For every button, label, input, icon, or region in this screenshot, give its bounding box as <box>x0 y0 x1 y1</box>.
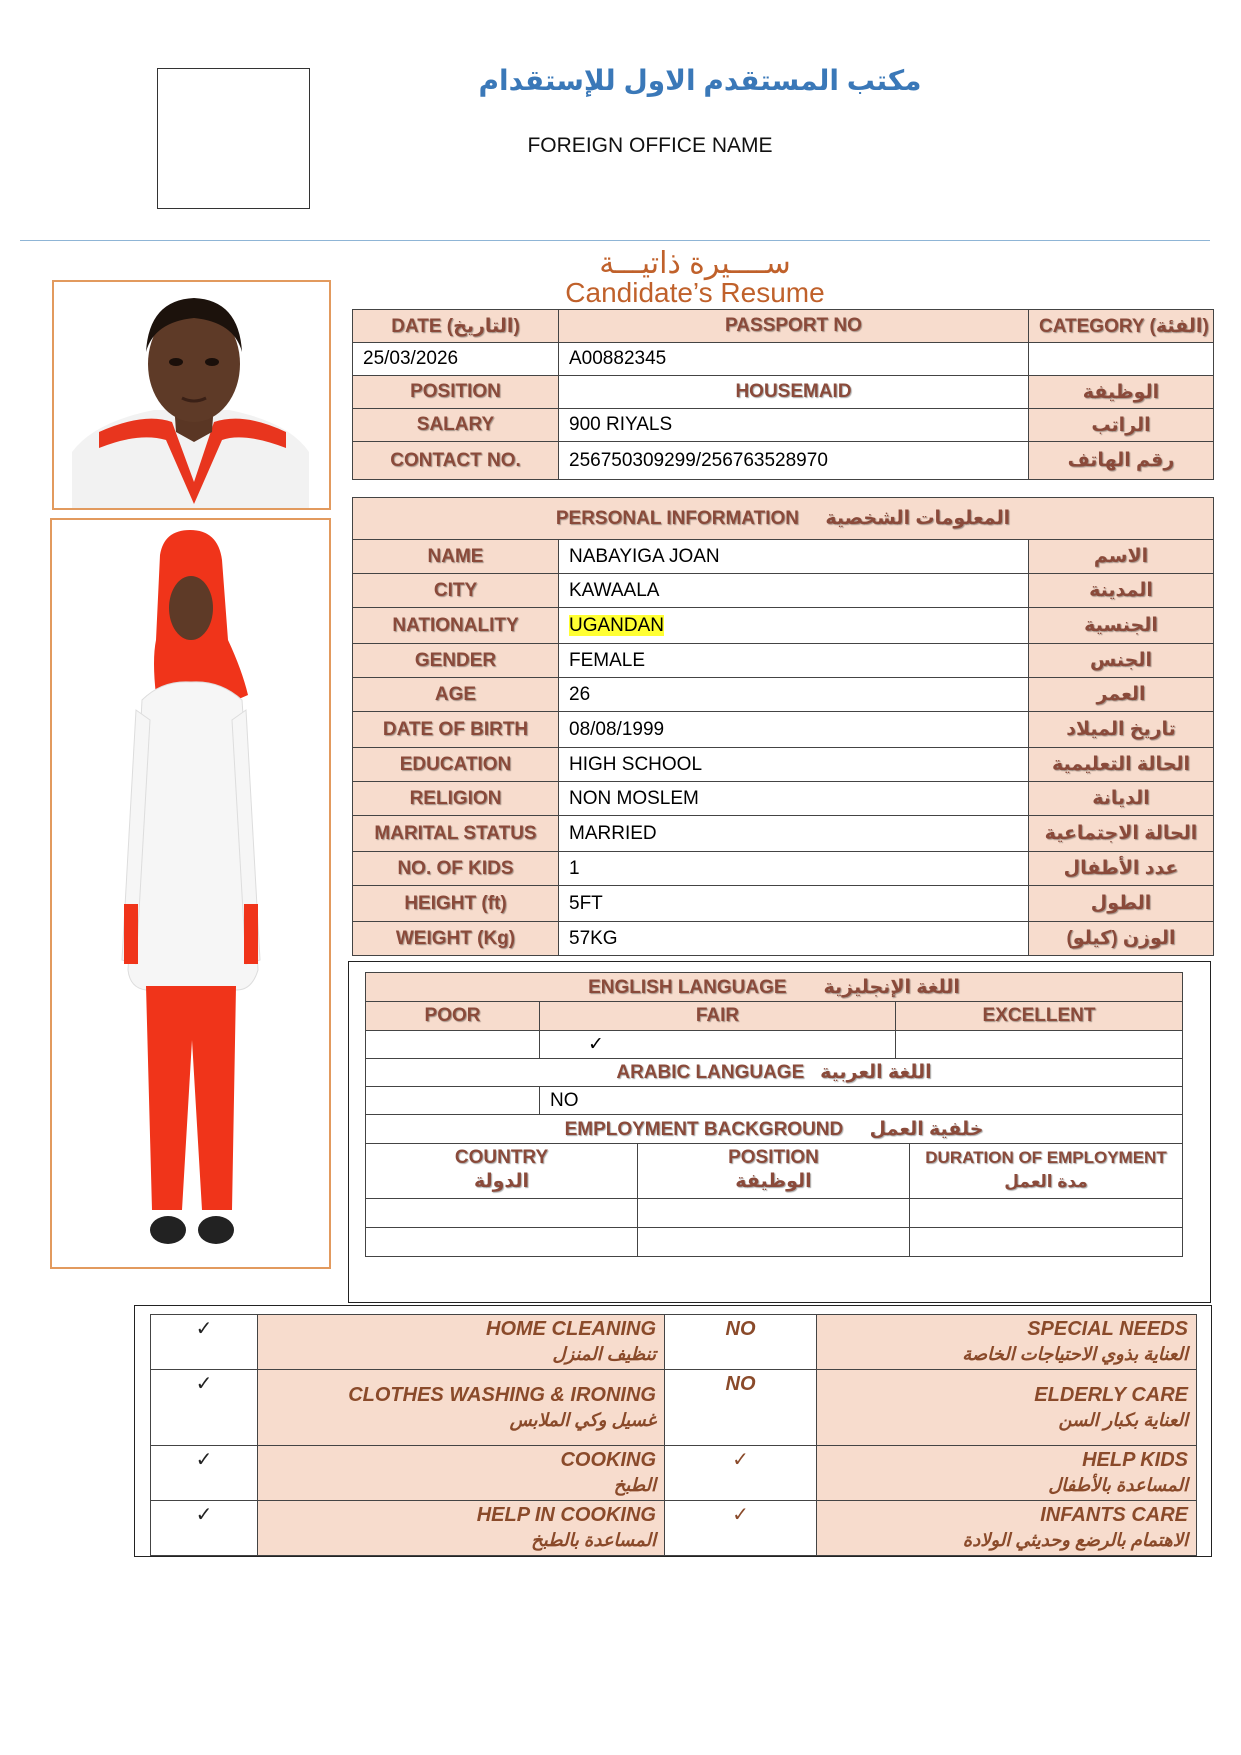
religion-label-arabic: الديانة <box>1029 782 1214 816</box>
name-value: NABAYIGA JOAN <box>569 545 720 567</box>
personal-info-header-en: PERSONAL INFORMATION <box>555 508 799 529</box>
employment-position-label-arabic: الوظيفة <box>735 1171 812 1192</box>
skill-name-2 <box>817 1501 1197 1556</box>
date-of-birth-label: DATE OF BIRTH <box>353 712 559 748</box>
skill-mark: ✓ <box>151 1501 258 1556</box>
category-value <box>1029 343 1214 376</box>
personal-info-row <box>353 712 1214 748</box>
skill-mark: ✓ <box>151 1446 258 1501</box>
gender-label: GENDER <box>353 644 559 678</box>
religion-value: NON MOSLEM <box>569 787 699 809</box>
height-ft-label: HEIGHT (ft) <box>353 886 559 922</box>
employment-row-1-duration <box>910 1199 1183 1228</box>
education-value: HIGH SCHOOL <box>569 753 703 775</box>
employment-row-1-country <box>366 1199 638 1228</box>
date-of-birth-value-cell <box>559 712 1029 748</box>
nationality-label-arabic: الجنسية <box>1029 608 1214 644</box>
date-of-birth-value: 08/08/1999 <box>569 718 665 740</box>
weight-kg-value: 57KG <box>569 927 618 949</box>
date-value: 25/03/2026 <box>353 343 559 376</box>
skill-row <box>151 1315 1197 1370</box>
no-of-kids-label: NO. OF KIDS <box>353 852 559 886</box>
skill-name-ar: تنظيف المنزل <box>552 1344 656 1364</box>
education-label: EDUCATION <box>353 748 559 782</box>
nationality-label: NATIONALITY <box>353 608 559 644</box>
arabic-language-value: NO <box>540 1087 1183 1115</box>
personal-info-row <box>353 816 1214 852</box>
skill-name-ar: المساعدة بالطبخ <box>531 1530 656 1550</box>
skill-name-2 <box>817 1315 1197 1370</box>
marital-status-label: MARITAL STATUS <box>353 816 559 852</box>
employment-table <box>365 1143 1183 1257</box>
height-ft-value: 5FT <box>569 892 603 914</box>
skill-mark-2: NO <box>665 1315 817 1370</box>
english-poor-mark <box>366 1031 540 1059</box>
skill-name-en: HOME CLEANING <box>486 1318 656 1340</box>
city-label-arabic: المدينة <box>1029 574 1214 608</box>
skill-mark-2: NO <box>665 1370 817 1446</box>
weight-kg-value-cell <box>559 922 1029 956</box>
weight-kg-label-arabic: الوزن (كيلو) <box>1029 922 1214 956</box>
employment-position-label: POSITION <box>728 1147 819 1168</box>
country-column-header <box>366 1144 638 1199</box>
personal-info-row <box>353 540 1214 574</box>
skill-name-ar: غسيل وكي الملابس <box>509 1409 656 1430</box>
contact-value: 256750309299/256763528970 <box>559 442 1029 480</box>
header-divider <box>20 240 1210 241</box>
personal-info-row <box>353 574 1214 608</box>
skill-name-2-ar: العناية بكبار السن <box>1058 1409 1188 1430</box>
duration-column-header <box>910 1144 1183 1199</box>
skill-row <box>151 1370 1197 1446</box>
full-body-photo-frame <box>50 518 331 1269</box>
age-value-cell <box>559 678 1029 712</box>
english-language-header <box>366 973 1183 1002</box>
position-column-header <box>638 1144 910 1199</box>
name-value-cell <box>559 540 1029 574</box>
no-of-kids-label-arabic: عدد الأطفال <box>1029 852 1214 886</box>
contact-label: CONTACT NO. <box>353 442 559 480</box>
duration-label: DURATION OF EMPLOYMENT <box>925 1148 1167 1167</box>
personal-info-row <box>353 678 1214 712</box>
foreign-office-name: FOREIGN OFFICE NAME <box>527 134 773 157</box>
employment-background-label-arabic: خلفية العمل <box>869 1118 984 1140</box>
height-ft-label-arabic: الطول <box>1029 886 1214 922</box>
city-value-cell <box>559 574 1029 608</box>
top-info-table <box>352 309 1214 480</box>
skill-name <box>258 1446 665 1501</box>
no-of-kids-value-cell <box>559 852 1029 886</box>
height-ft-value-cell <box>559 886 1029 922</box>
position-value: HOUSEMAID <box>559 376 1029 409</box>
employment-background-label: EMPLOYMENT BACKGROUND <box>564 1118 844 1140</box>
employment-row-2-duration <box>910 1228 1183 1257</box>
skill-row <box>151 1501 1197 1556</box>
gender-label-arabic: الجنس <box>1029 644 1214 678</box>
age-label: AGE <box>353 678 559 712</box>
personal-info-row <box>353 644 1214 678</box>
skill-name-2-en: INFANTS CARE <box>1040 1504 1188 1526</box>
name-label-arabic: الاسم <box>1029 540 1214 574</box>
personal-info-row <box>353 886 1214 922</box>
skill-name-2-ar: المساعدة بالأطفال <box>1048 1475 1188 1495</box>
salary-label: SALARY <box>353 409 559 442</box>
skill-name-2-en: HELP KIDS <box>1082 1449 1188 1471</box>
office-name-arabic: مكتب المستقدم الاول للإستقدام <box>478 65 922 96</box>
nationality-value: UGANDAN <box>569 614 665 636</box>
full-body-photo <box>52 520 329 1267</box>
country-label: COUNTRY <box>454 1147 549 1168</box>
weight-kg-label: WEIGHT (Kg) <box>353 922 559 956</box>
skill-name-2 <box>817 1370 1197 1446</box>
english-excellent-mark <box>896 1031 1183 1059</box>
date-of-birth-label-arabic: تاريخ الميلاد <box>1029 712 1214 748</box>
position-label: POSITION <box>353 376 559 409</box>
city-value: KAWAALA <box>569 579 660 601</box>
english-language-label: ENGLISH LANGUAGE <box>588 976 787 998</box>
no-of-kids-value: 1 <box>569 857 580 879</box>
employment-background-header <box>366 1115 1183 1144</box>
skill-name-ar: الطبخ <box>613 1475 656 1495</box>
resume-title: Candidate’s Resume <box>565 277 825 308</box>
skill-mark-2: ✓ <box>665 1501 817 1556</box>
education-value-cell <box>559 748 1029 782</box>
skill-mark-2: ✓ <box>665 1446 817 1501</box>
city-label: CITY <box>353 574 559 608</box>
skill-name-2-en: ELDERLY CARE <box>1034 1383 1188 1406</box>
personal-info-row <box>353 608 1214 644</box>
marital-status-label-arabic: الحالة الاجتماعية <box>1029 816 1214 852</box>
marital-status-value: MARRIED <box>569 822 657 844</box>
personal-info-header-ar: المعلومات الشخصية <box>825 508 1011 529</box>
contact-label-arabic: رقم الهاتف <box>1029 442 1214 480</box>
country-label-arabic: الدولة <box>473 1171 530 1192</box>
arabic-language-header <box>366 1059 1183 1087</box>
date-label: DATE (التاريخ) <box>353 310 559 343</box>
personal-info-row <box>353 782 1214 816</box>
employment-row-2-position <box>638 1228 910 1257</box>
age-value: 26 <box>569 683 591 705</box>
skill-name <box>258 1370 665 1446</box>
english-language-label-arabic: اللغة الإنجليزية <box>823 976 960 998</box>
gender-value-cell <box>559 644 1029 678</box>
personal-info-table <box>352 497 1214 956</box>
skills-table <box>150 1314 1197 1556</box>
portrait-photo-frame <box>52 280 331 510</box>
personal-info-header <box>353 498 1214 540</box>
skill-name-en: CLOTHES WASHING & IRONING <box>348 1383 656 1406</box>
arabic-language-empty <box>366 1087 540 1115</box>
skill-name-en: COOKING <box>560 1449 656 1471</box>
skill-name <box>258 1501 665 1556</box>
skill-name <box>258 1315 665 1370</box>
gender-value: FEMALE <box>569 649 646 671</box>
skill-mark: ✓ <box>151 1315 258 1370</box>
salary-label-arabic: الراتب <box>1029 409 1214 442</box>
english-fair-mark: ✓ <box>540 1031 896 1059</box>
skill-name-2 <box>817 1446 1197 1501</box>
personal-info-row <box>353 852 1214 886</box>
nationality-value-cell <box>559 608 1029 644</box>
skill-name-2-en: SPECIAL NEEDS <box>1027 1318 1188 1340</box>
resume-title-arabic: ســــيرة ذاتيـــة <box>599 247 791 280</box>
age-label-arabic: العمر <box>1029 678 1214 712</box>
english-fair-label: FAIR <box>540 1002 896 1031</box>
language-table <box>365 972 1183 1144</box>
portrait-photo <box>54 282 329 508</box>
skill-name-2-ar: العناية بذوي الاحتياجات الخاصة <box>962 1344 1188 1364</box>
duration-label-arabic: مدة العمل <box>1004 1172 1088 1191</box>
skill-name-2-ar: الاهتمام بالرضع وحديثي الولادة <box>962 1530 1188 1550</box>
religion-value-cell <box>559 782 1029 816</box>
education-label-arabic: الحالة التعليمية <box>1029 748 1214 782</box>
salary-value: 900 RIYALS <box>559 409 1029 442</box>
marital-status-value-cell <box>559 816 1029 852</box>
passport-label: PASSPORT NO <box>559 310 1029 343</box>
personal-info-row <box>353 922 1214 956</box>
passport-value: A00882345 <box>559 343 1029 376</box>
english-excellent-label: EXCELLENT <box>896 1002 1183 1031</box>
english-poor-label: POOR <box>366 1002 540 1031</box>
skill-name-en: HELP IN COOKING <box>476 1504 656 1526</box>
arabic-language-label-arabic: اللغة العربية <box>820 1062 932 1083</box>
employment-row-1-position <box>638 1199 910 1228</box>
name-label: NAME <box>353 540 559 574</box>
employment-row-2-country <box>366 1228 638 1257</box>
position-label-arabic: الوظيفة <box>1029 376 1214 409</box>
skill-mark: ✓ <box>151 1370 258 1446</box>
religion-label: RELIGION <box>353 782 559 816</box>
arabic-language-label: ARABIC LANGUAGE <box>616 1062 805 1083</box>
logo-placeholder <box>157 68 310 209</box>
skill-row <box>151 1446 1197 1501</box>
category-label: CATEGORY (الفئة) <box>1029 310 1214 343</box>
personal-info-row <box>353 748 1214 782</box>
